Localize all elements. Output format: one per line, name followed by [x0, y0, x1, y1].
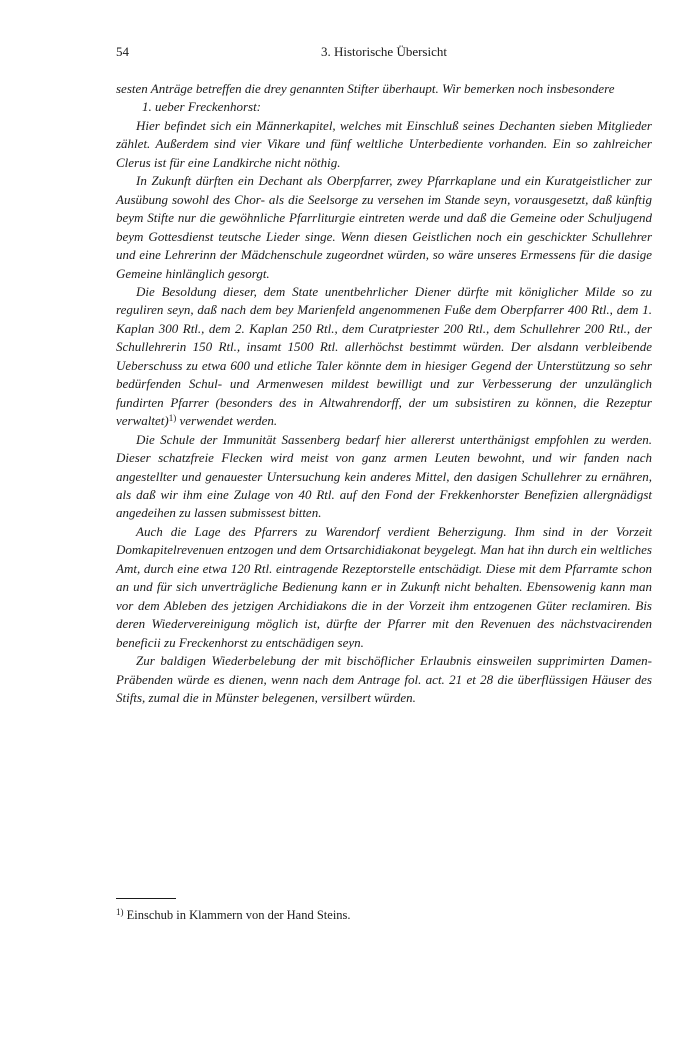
- paragraph-besoldung-end: verwendet werden.: [176, 413, 278, 429]
- document-page: [116, 0, 652, 1039]
- page-number: 54: [116, 44, 129, 59]
- footnote-reference[interactable]: 1): [168, 413, 177, 424]
- paragraph-warendorf: Auch die Lage des Pfarrers zu Warendorf verdient Beherzigung. Ihm sind in der Vorzeit Domkapitelrevenuen entzogen und dem Ortsarchidiakonat beygelegt. Man hat ihn durch ein weltliches Amt, durch eine etwa 120 Rtl. eintragende Rezeptorstelle entschädigt. Diese mit dem Pfarramte schon an und für sich unverträgliche Bedienung kann er in Zukunft nicht behalten. Ebensowenig kann man vor dem Ableben des jetzigen Archidiakons die in der Vorzeit ihm entzogenen Güter reclamiren. Bis deren Wiedervereinigung möglich ist, dürfte der Pfarrer mit den Revenuen des nächstvacirenden beneficii zu Freckenhorst zu entschädigen seyn.: [116, 523, 652, 650]
- paragraph-maennerkapitel: Hier befindet sich ein Männerkapitel, welches mit Einschluß seines Dechanten sieben Mitglieder zählet. Außerdem sind vier Vikare und fünf weltliche Unterbediente vorhanden. Ein so zahlreicher Clerus ist für eine Landkirche nicht nöthig.: [116, 117, 652, 170]
- running-head: [116, 44, 652, 64]
- paragraph-besoldung: [116, 283, 652, 431]
- paragraph-zukunft: In Zukunft dürften ein Dechant als Oberpfarrer, zwey Pfarrkaplane und ein Kuratgeistlicher zur Ausübung sowohl des Chor- als die Seelsorge zu versehen im Stande seyn, vorausgesetzt, daß künftig beym Stifte nur die gewöhnliche Pfarrliturgie eintreten werde und daß die Gemeine oder Schuljugend beym Gottesdienst teutsche Lieder singe. Wenn diesen Geistlichen noch ein geschickter Schullehrer und eine Lehrerinn der Mädchenschule zugeordnet würden, so wäre unseres Ermessens für die dasige Gemeine hinlänglich gesorgt.: [116, 173, 652, 281]
- paragraph-continuation: sesten Anträge betreffen die drey genannten Stifter überhaupt. Wir bemerken noch insbesondere: [116, 81, 615, 96]
- paragraph-besoldung-text: Die Besoldung dieser, dem State unentbehrlicher Diener dürfte mit königlicher Milde so zu reguliren seyn, daß nach dem bey Marienfeld angenommenen Fuße dem Oberpfarrer 400 Rtl., dem 1. Kaplan 300 Rtl., dem 2. Kaplan 250 Rtl., dem Curatpriester 200 Rtl., dem Schullehrer 200 Rtl., der Schullehrerin 150 Rtl., insamt 1500 Rtl. allerhöchst bestimmt würden. Der alsdann verbleibende Ueberschuss zu etwa 600 und etliche Taler könnte dem in hiesiger Gegend der Unterstützung so sehr bedürfenden Schul- und Armenwesen mildest bewilligt und zur Verbesserung der unzulänglich fundirten Pfarrer (besonders des in Altwahrendorff, der um subsistiren zu können, die Rezeptur verwaltet): [116, 283, 652, 429]
- section-heading-freckenhorst: 1. ueber Freckenhorst:: [142, 99, 262, 115]
- body-text: [116, 80, 652, 707]
- footnote: [116, 907, 652, 923]
- footnote-text: Einschub in Klammern von der Hand Steins.: [123, 908, 351, 922]
- footnote-rule: [116, 898, 176, 899]
- footnote-marker: 1): [116, 907, 124, 917]
- paragraph-damen-praebenden: Zur baldigen Wiederbelebung der mit bischöflicher Erlaubnis einsweilen supprimirten Damen-Präbenden würde es dienen, wenn nach dem Antrage fol. act. 21 et 28 die überflüssigen Häuser des Stifts, zumal die in Münster belegenen, versilbert würden.: [116, 653, 652, 705]
- paragraph-sassenberg: Die Schule der Immunität Sassenberg bedarf hier allererst unterthänigst empfohlen zu werden. Dieser schatzfreie Flecken wird meist von ganz armen Leuten bewohnt, und wir fanden nach angestellter und genauester Untersuchung kein anderes Mittel, den dasigen Schullehrer zu ernähren, als daß wir ihm eine Zulage von 40 Rtl. auf den Fond der Frekkenhorster Benefizien allergnädigst angedeihen zu lassen submissest bitten.: [116, 431, 652, 521]
- chapter-title: 3. Historische Übersicht: [320, 44, 447, 59]
